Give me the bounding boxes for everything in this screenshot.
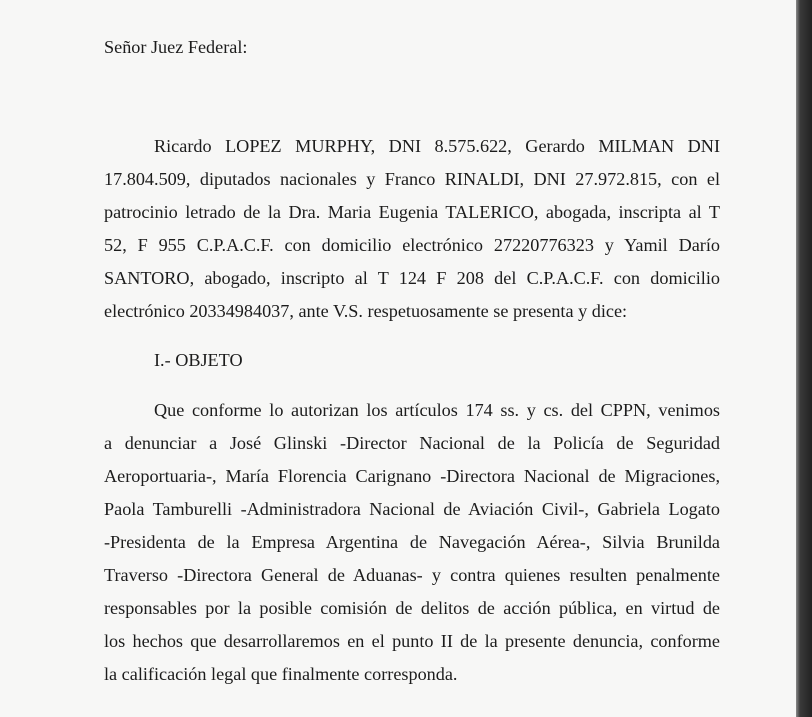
page-edge-shadow [796,0,812,717]
paragraph-1-line-3: patrocinio letrado de la Dra. Maria Eugenia TALERICO, abogada, inscripta al T [104,202,720,222]
paragraph-1-line-5: SANTORO, abogado, inscripto al T 124 F 208 del C.P.A.C.F. con domicilio [104,268,720,288]
paragraph-2-line-6: Traverso -Directora General de Aduanas- y contra quienes resulten penalmente [104,565,720,585]
paragraph-2-line-5: -Presidenta de la Empresa Argentina de Navegación Aérea-, Silvia Brunilda [104,532,720,552]
paragraph-1-line-1: Ricardo LOPEZ MURPHY, DNI 8.575.622, Gerardo MILMAN DNI [154,136,720,156]
paragraph-2-line-9: la calificación legal que finalmente corresponda. [104,664,458,684]
paragraph-2-line-3: Aeroportuaria-, María Florencia Carignano -Directora Nacional de Migraciones, [104,466,720,486]
paragraph-1-line-4: 52, F 955 C.P.A.C.F. con domicilio electrónico 27220776323 y Yamil Darío [104,235,720,255]
paragraph-1-line-2: 17.804.509, diputados nacionales y Franco RINALDI, DNI 27.972.815, con el [104,169,720,189]
paragraph-2-line-2: a denunciar a José Glinski -Director Nacional de la Policía de Seguridad [104,433,720,453]
salutation: Señor Juez Federal: [104,37,248,57]
section-heading: I.- OBJETO [154,350,243,370]
paragraph-1-line-6: electrónico 20334984037, ante V.S. respetuosamente se presenta y dice: [104,301,628,321]
paragraph-2-line-7: responsables por la posible comisión de delitos de acción pública, en virtud de [104,598,720,618]
paragraph-2-line-1: Que conforme lo autorizan los artículos 174 ss. y cs. del CPPN, venimos [154,400,720,420]
paragraph-2-line-4: Paola Tamburelli -Administradora Nacional de Aviación Civil-, Gabriela Logato [104,499,720,519]
paragraph-2-line-8: los hechos que desarrollaremos en el punto II de la presente denuncia, conforme [104,631,720,651]
